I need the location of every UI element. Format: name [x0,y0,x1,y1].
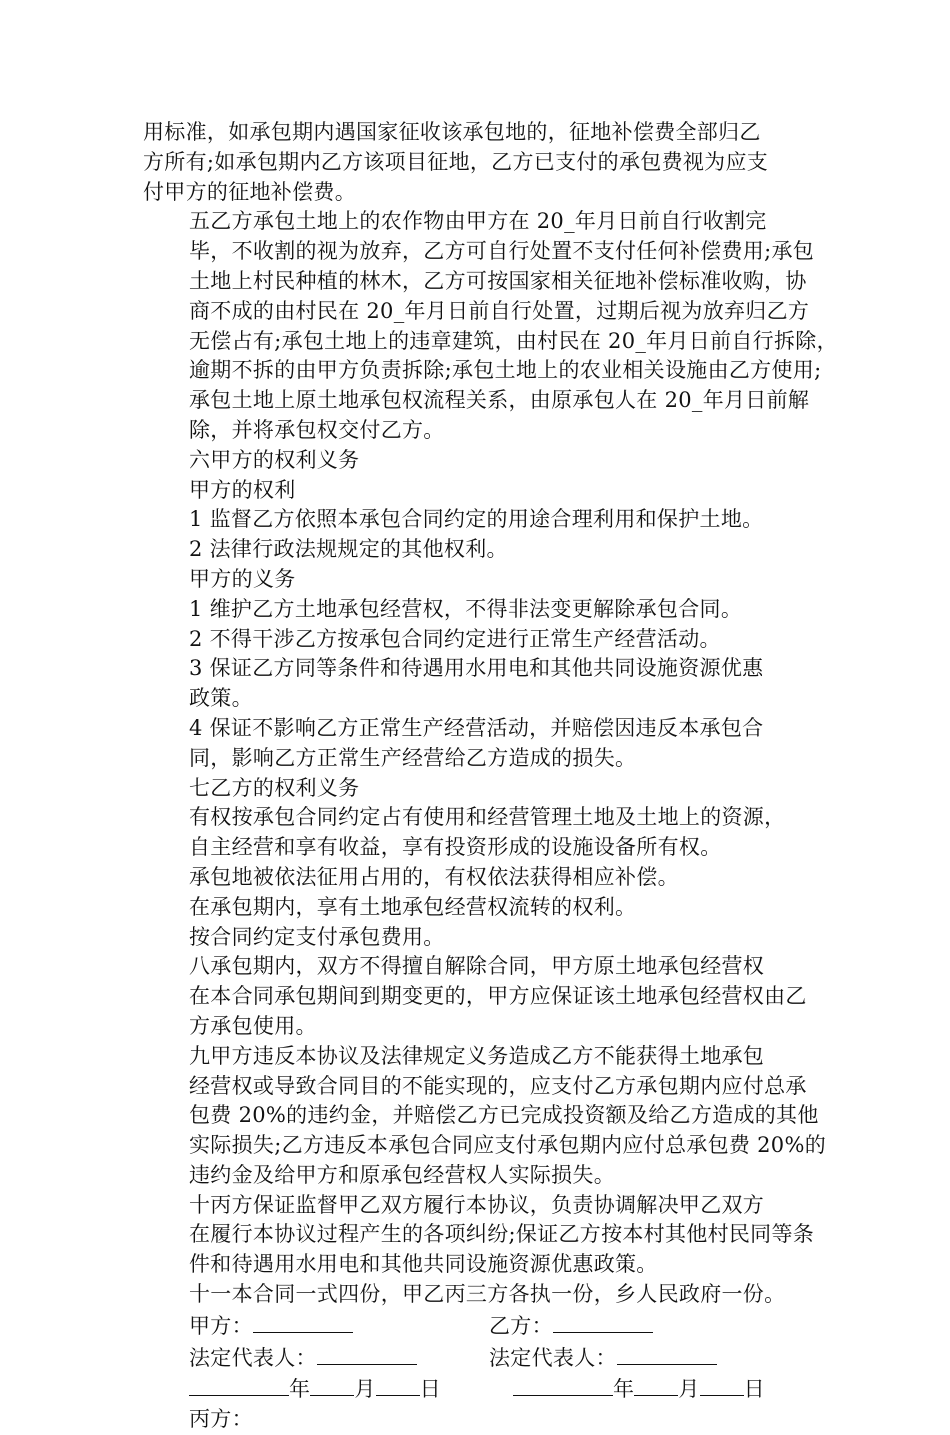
paragraph [143,565,815,595]
date-b-year-label: 年 [613,1377,635,1402]
paragraph [143,595,815,625]
text-line: 七乙方的权利义务 [189,775,360,800]
date-a-month-blank [310,1373,354,1396]
paragraph [143,1042,827,1191]
signature-row-parties [189,1310,815,1342]
text-line: 用标准，如承包期内遇国家征收该承包地的，征地补偿费全部归乙 [143,120,761,144]
paragraph [143,863,815,893]
text-line: 商不成的由村民在 20_年月日前自行处置，过期后视为放弃归乙方 [189,298,810,323]
text-line: 甲方的义务 [189,566,296,591]
signature-row-legal-rep [189,1342,815,1374]
text-line: 承包地被依法征用占用的，有权依法获得相应补偿。 [189,864,679,889]
paragraph [143,535,815,565]
text-line: 逾期不拆的由甲方负责拆除;承包土地上的农业相关设施由乙方使用; [189,358,822,383]
text-line: 件和待遇用水用电和其他共同设施资源优惠政策。 [189,1252,658,1277]
legal-rep-a-signature [189,1342,489,1374]
text-line: 方所有;如承包期内乙方该项目征地，乙方已支付的承包费视为应支 [143,149,769,174]
text-line: 十丙方保证监督甲乙双方履行本协议，负责协调解决甲乙双方 [189,1192,765,1217]
text-line: 3 保证乙方同等条件和待遇用水用电和其他共同设施资源优惠 [189,656,764,681]
paragraph [143,893,815,923]
paragraph [143,118,815,207]
text-line: 有权按承包合同约定占有使用和经营管理土地及土地上的资源， [189,805,786,830]
text-line: 2 不得干涉乙方按承包合同约定进行正常生产经营活动。 [189,626,721,651]
paragraph [143,923,815,953]
text-line: 付甲方的征地补偿费。 [143,179,356,204]
paragraph [143,1280,815,1310]
date-b-day-blank [700,1373,744,1396]
text-line: 同，影响乙方正常生产经营给乙方造成的损失。 [189,745,637,770]
paragraph [143,654,815,714]
text-line: 八承包期内，双方不得擅自解除合同，甲方原土地承包经营权 [189,954,765,979]
paragraph [143,625,815,655]
text-line: 方承包使用。 [189,1013,317,1038]
date-a [189,1373,513,1405]
text-line: 违约金及给甲方和原承包经营权人实际损失。 [189,1162,615,1187]
text-line: 五乙方承包土地上的农作物由甲方在 20_年月日前自行收割完 [189,209,767,234]
text-line: 按合同约定支付承包费用。 [189,924,445,949]
paragraph-list [143,118,838,1310]
date-b-month-label: 月 [678,1377,700,1402]
paragraph [143,774,815,804]
signature-row-party-c [189,1405,815,1435]
paragraph [143,803,815,863]
paragraph [143,476,815,506]
text-line: 包费 20%的违约金，并赔偿乙方已完成投资额及给乙方造成的其他 [189,1103,819,1128]
text-line: 土地上村民种植的林木，乙方可按国家相关征地补偿标准收购，协 [189,268,807,293]
date-a-month-label: 月 [354,1377,376,1402]
party-b-blank [553,1310,653,1333]
text-line: 在本合同承包期间到期变更的，甲方应保证该土地承包经营权由乙 [189,984,807,1009]
paragraph [143,952,815,1041]
party-b-signature [489,1310,653,1342]
legal-rep-a-blank [317,1342,417,1365]
date-a-year-label: 年 [289,1377,311,1402]
paragraph [143,207,838,445]
party-a-label: 甲方： [189,1313,253,1338]
party-a-signature [189,1310,489,1342]
text-line: 经营权或导致合同目的不能实现的，应支付乙方承包期内应付总承 [189,1073,807,1098]
text-line: 政策。 [189,686,253,711]
text-line: 自主经营和享有收益，享有投资形成的设施设备所有权。 [189,835,722,860]
paragraph [143,505,815,535]
legal-rep-b-signature [489,1342,717,1374]
text-line: 1 监督乙方依照本承包合同约定的用途合理利用和保护土地。 [189,507,764,532]
party-a-blank [253,1310,353,1333]
text-line: 在履行本协议过程产生的各项纠纷;保证乙方按本村其他村民同等条 [189,1222,815,1247]
text-line: 毕，不收割的视为放弃，乙方可自行处置不支付任何补偿费用;承包 [189,239,815,264]
legal-rep-a-label: 法定代表人： [189,1345,317,1370]
date-b-year-blank [513,1373,613,1396]
text-line: 4 保证不影响乙方正常生产经营活动，并赔偿因违反本承包合 [189,715,764,740]
party-c-label: 丙方： [189,1407,253,1432]
text-line: 无偿占有;承包土地上的违章建筑，由村民在 20_年月日前自行拆除， [189,328,838,353]
text-line: 除，并将承包权交付乙方。 [189,417,445,442]
party-b-label: 乙方： [489,1313,553,1338]
text-line: 甲方的权利 [189,477,296,502]
paragraph [143,714,815,774]
signature-row-dates [189,1373,815,1405]
date-a-day-blank [376,1373,420,1396]
date-b-day-label: 日 [743,1377,765,1402]
text-line: 实际损失;乙方违反本承包合同应支付承包期内应付总承包费 20%的 [189,1133,827,1158]
legal-rep-b-blank [617,1342,717,1365]
text-line: 九甲方违反本协议及法律规定义务造成乙方不能获得土地承包 [189,1043,765,1068]
text-line: 十一本合同一式四份，甲乙丙三方各执一份，乡人民政府一份。 [189,1282,786,1307]
text-line: 承包土地上原土地承包权流程关系，由原承包人在 20_年月日前解 [189,388,810,413]
date-a-day-label: 日 [419,1377,441,1402]
legal-rep-b-label: 法定代表人： [489,1345,617,1370]
text-line: 1 维护乙方土地承包经营权，不得非法变更解除承包合同。 [189,596,743,621]
contract-body [143,118,838,1435]
date-b-month-blank [634,1373,678,1396]
paragraph [143,446,815,476]
paragraph [143,1191,815,1280]
text-line: 2 法律行政法规规定的其他权利。 [189,537,508,562]
text-line: 在承包期内，享有土地承包经营权流转的权利。 [189,894,637,919]
text-line: 六甲方的权利义务 [189,447,360,472]
date-b [513,1373,765,1405]
date-a-year-blank [189,1373,289,1396]
